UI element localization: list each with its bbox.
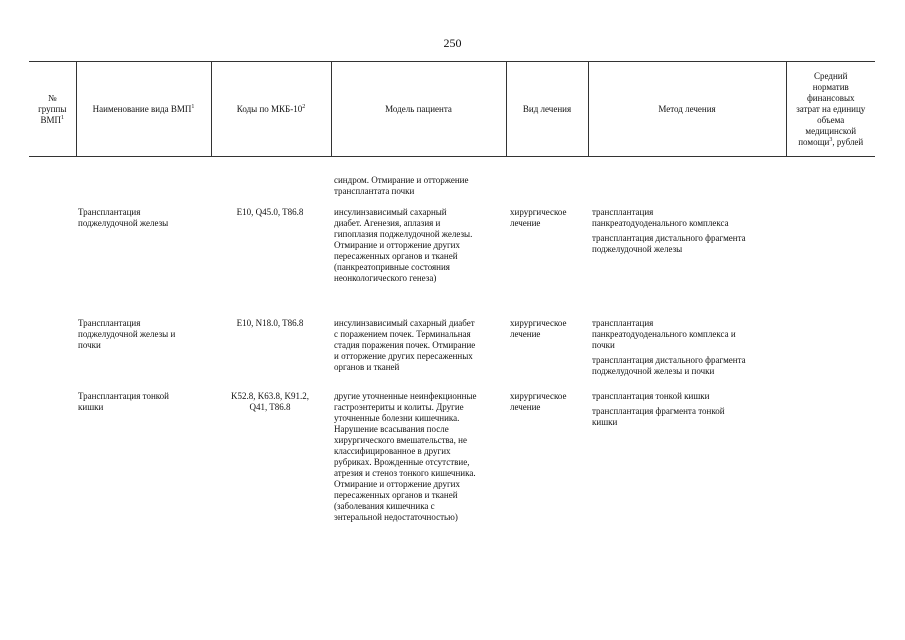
row-1-treatment-type: хирургическое лечение: [510, 207, 567, 228]
row-2-model: инсулинзависимый сахарный диабет с поражением почек. Терминальная стадия поражения почек. Отмирание и отторжение других пересаженных органов и тканей: [334, 318, 476, 372]
header-treatment-method: Метод лечения: [588, 62, 786, 157]
row-1-methods: [592, 207, 792, 255]
row-2-methods: [592, 318, 792, 377]
row-1-model: инсулинзависимый сахарный диабет. Агенезия, аплазия и гипоплазия поджелудочной железы. Отмирание и отторжение других пересаженных органов и тканей (панкреатопривные состояния неонкологического генеза): [334, 207, 473, 283]
header-patient-model: Модель пациента: [331, 62, 506, 157]
table-header: [29, 61, 875, 157]
row-3-model: другие уточненные неинфекционные гастроэнтериты и колиты. Другие уточненные болезни кишечника. Нарушение всасывания после хирургического вмешательства, не классифицированное в других рубриках. Врожденные отсутствие, атрезия и стеноз тонкого кишечника. Отмирание и отторжение других пересаженных органов и тканей (заболевания кишечника с энтеральной недостаточностью): [334, 391, 477, 522]
row-1-method-a: трансплантация панкреатодуоденального комплекса: [592, 207, 729, 228]
row-3-codes: K52.8, K63.8, K91.2, Q41, T86.8: [231, 391, 309, 412]
header-group-number: № группы ВМП$^1$: [29, 62, 76, 157]
row-2-name: Трансплантация поджелудочной железы и почки: [78, 318, 176, 350]
continued-model-text: синдром. Отмирание и отторжение трансплантата почки: [334, 175, 469, 196]
row-2-codes: E10, N18.0, T86.8: [236, 318, 304, 328]
header-vmp-name: Наименование вида ВМП$^1$: [76, 62, 211, 157]
row-3-methods: [592, 391, 792, 428]
row-3-treatment-type: хирургическое лечение: [510, 391, 567, 412]
row-1-name: Трансплантация поджелудочной железы: [78, 207, 169, 228]
row-1-codes: E10, Q45.0, T86.8: [236, 207, 304, 217]
row-2-treatment-type: хирургическое лечение: [510, 318, 567, 339]
row-2-method-b: трансплантация дистального фрагмента поджелудочной железы и почки: [592, 355, 746, 376]
header-icd-codes: Коды по МКБ-$10^2$: [211, 62, 331, 157]
page-number: 250: [443, 36, 462, 50]
row-3-method-b: трансплантация фрагмента тонкой кишки: [592, 406, 725, 427]
row-3-method-a: трансплантация тонкой кишки: [592, 391, 710, 401]
row-2-method-a: трансплантация панкреатодуоденального комплекса и почки: [592, 318, 736, 350]
header-cost-standard: Средний норматив финансовых затрат на единицу объема медицинской помощи$^3$, рублей: [786, 62, 875, 157]
row-3-name: Трансплантация тонкой кишки: [78, 391, 170, 412]
row-1-method-b: трансплантация дистального фрагмента поджелудочной железы: [592, 233, 746, 254]
header-treatment-type: Вид лечения: [506, 62, 588, 157]
